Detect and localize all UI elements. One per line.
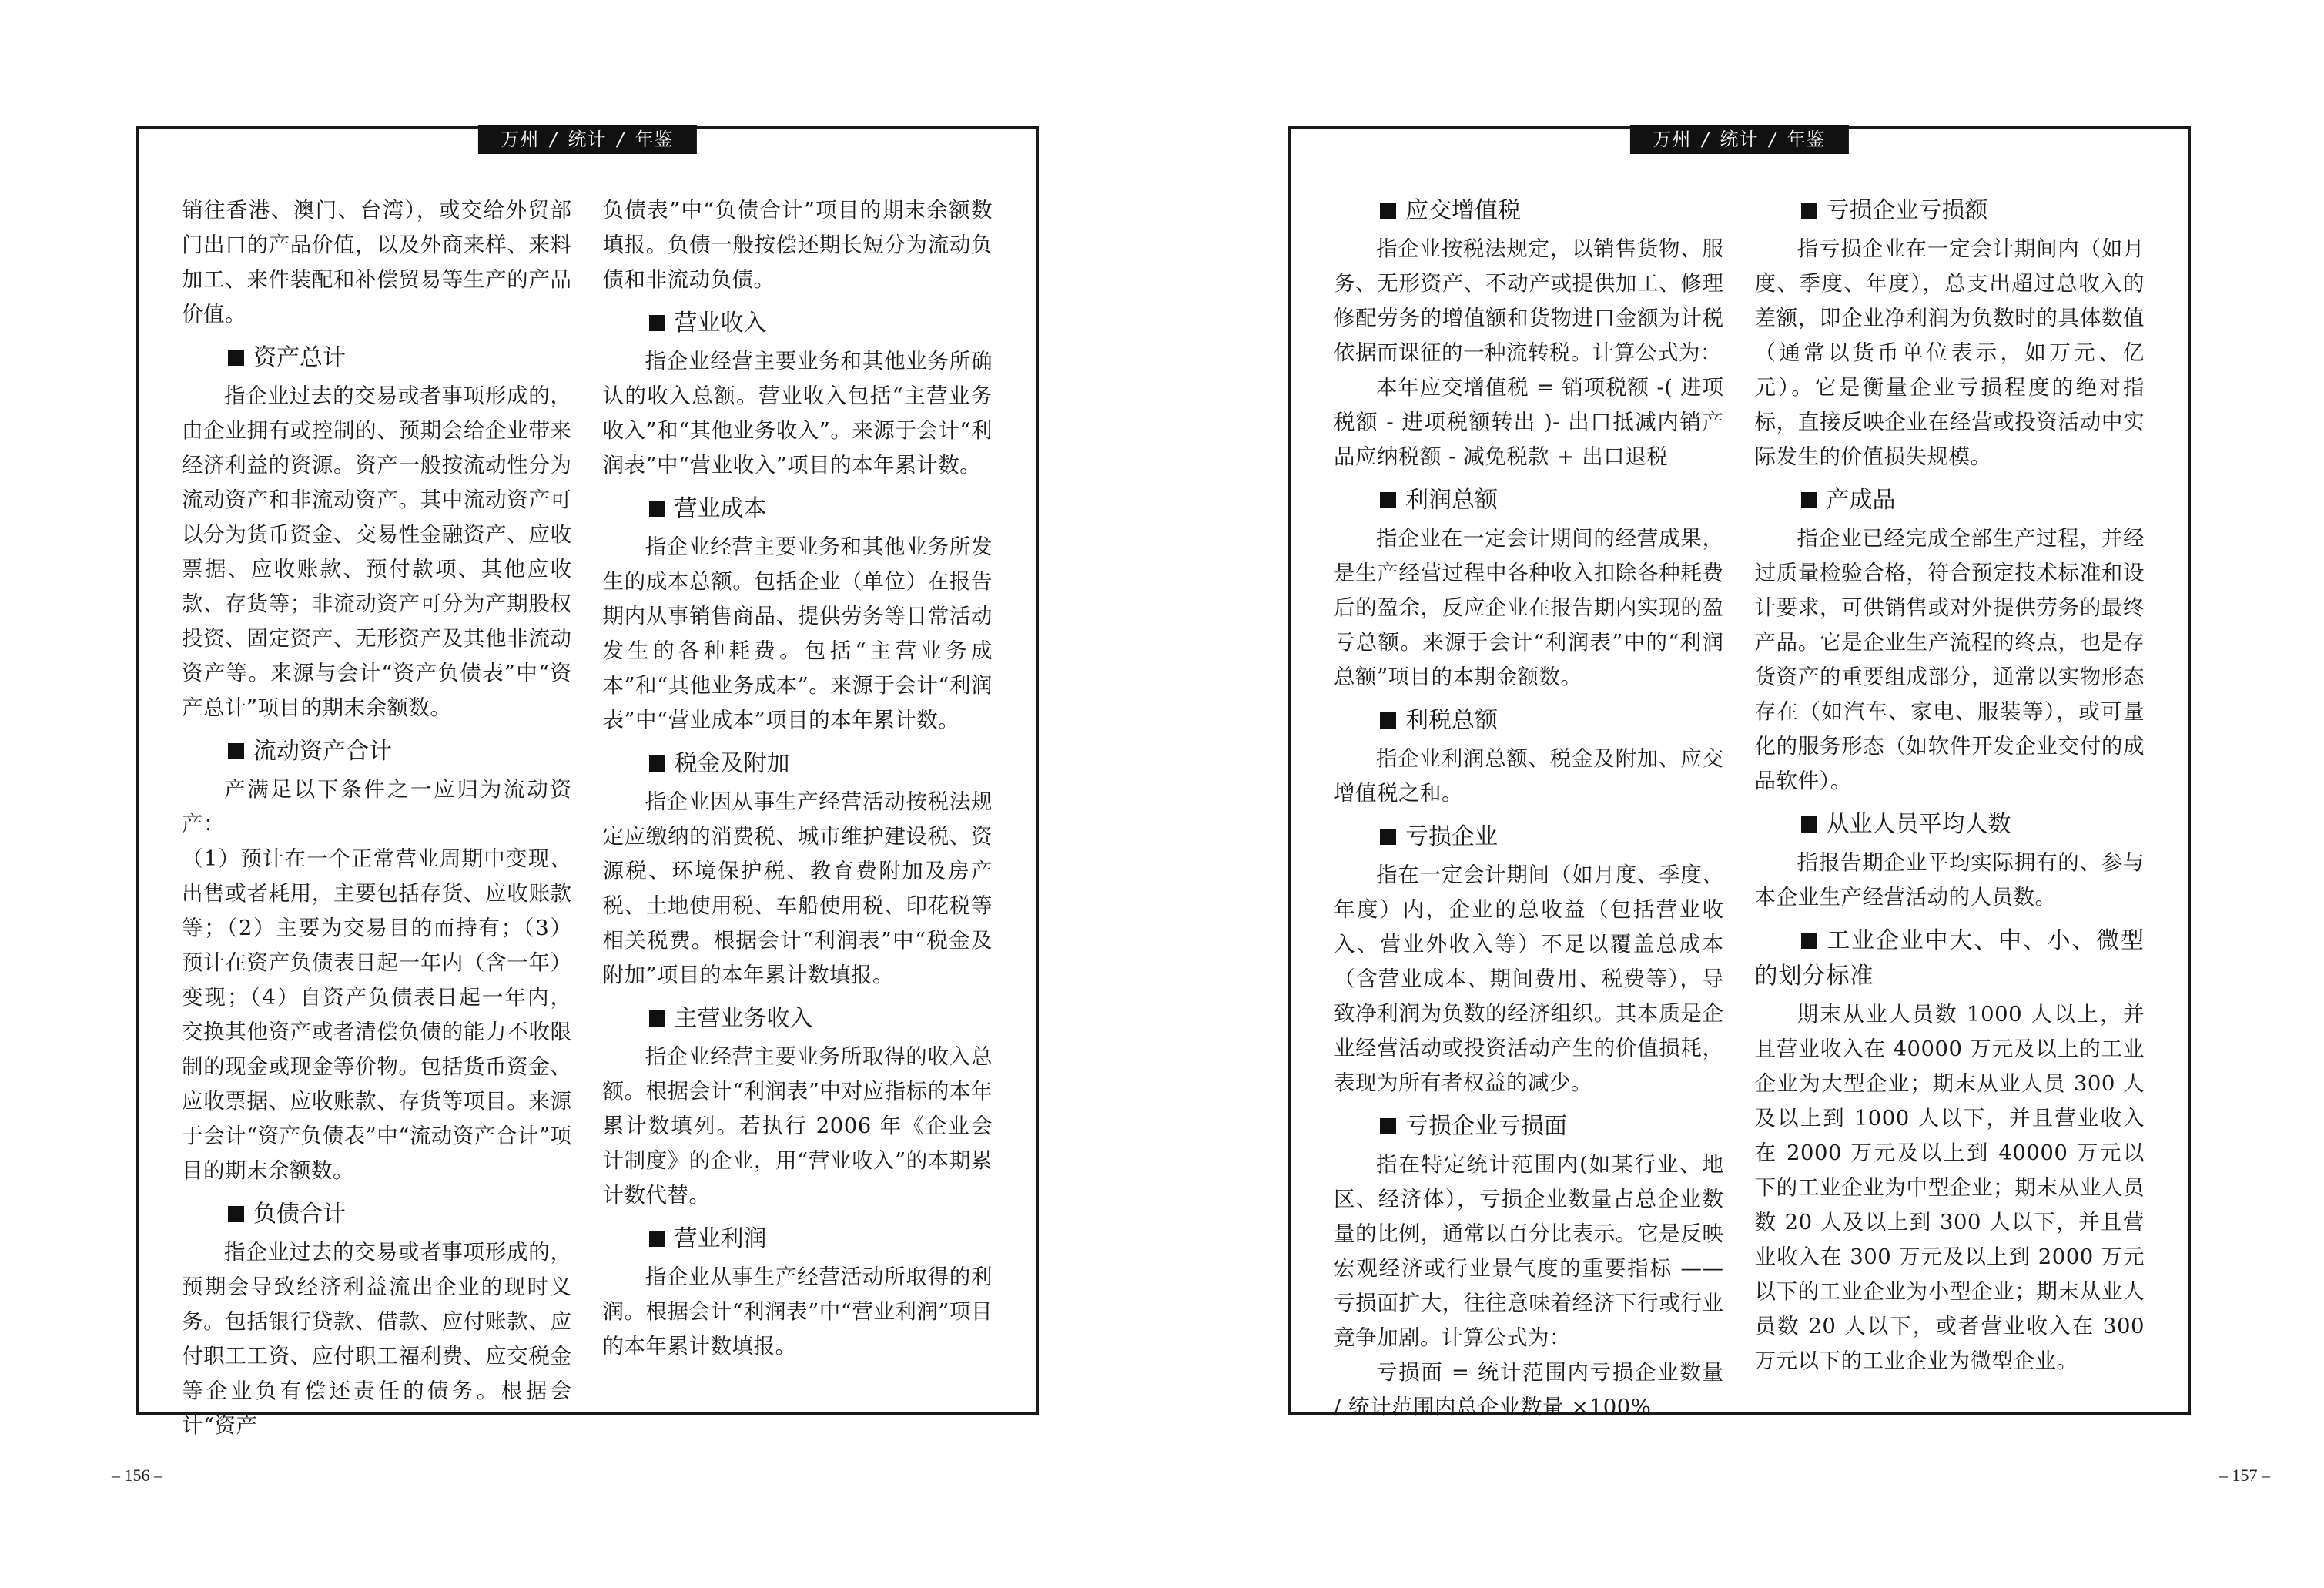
bullet-square-icon <box>1801 933 1817 949</box>
bullet-square-icon <box>1380 829 1396 845</box>
section-heading-text: 亏损企业亏损额 <box>1826 197 1988 224</box>
bullet-square-icon <box>649 1010 665 1027</box>
section-heading-text: 产成品 <box>1826 487 1896 514</box>
bullet-square-icon <box>1380 203 1396 219</box>
bullet-square-icon <box>228 743 244 759</box>
paragraph: 指企业按税法规定，以销售货物、服务、无形资产、不动产或提供加工、修理修配劳务的增值额和货物进口金额为计税依据而课征的一种流转税。计算公式为： <box>1334 236 1724 365</box>
section-heading-text: 亏损企业 <box>1405 823 1498 850</box>
paragraph: 指亏损企业在一定会计期间内（如月度、季度、年度），总支出超过总收入的差额，即企业净利润为负数时的具体数值（通常以货币单位表示，如万元、亿元）。它是衡量企业亏损程度的绝对指标，直接反映企业在经营或投资活动中实际发生的价值损失规模。 <box>1754 236 2145 469</box>
right-page <box>1162 0 2324 1588</box>
paragraph: （1）预计在一个正常营业周期中变现、出售或者耗用，主要包括存货、应收账款等；（2）主要为交易目的而持有；（3）预计在资产负债表日起一年内（含一年）变现；（4）自资产负债表日起一年内，交换其他资产或者清偿负债的能力不收限制的现金或现金等价物。包括货币资金、应收票据、应收账款、存货等项目。来源于会计“资产负债表”中“流动资产合计”项目的期末余额数。 <box>182 846 572 1183</box>
section-heading <box>603 746 993 782</box>
section-heading <box>1334 483 1724 518</box>
running-header <box>1629 125 1848 154</box>
paragraph: 指企业过去的交易或者事项形成的，预期会导致经济利益流出企业的现时义务。包括银行贷款、借款、应付账款、应付职工工资、应付职工福利费、应交税金等企业负有偿还责任的债务。根据会计“资产 <box>182 1240 572 1438</box>
page-number: – 157 – <box>2219 1466 2270 1485</box>
paragraph: 产满足以下条件之一应归为流动资产： <box>182 777 572 836</box>
section-heading-text: 应交增值税 <box>1405 197 1521 224</box>
section-heading <box>603 1001 993 1037</box>
bullet-square-icon <box>228 350 244 366</box>
header-word-2: 统计 <box>1720 129 1759 150</box>
section-heading-text: 营业收入 <box>674 310 767 337</box>
section-heading <box>1755 193 2145 229</box>
bullet-square-icon <box>649 755 665 772</box>
section-heading-text: 负债合计 <box>253 1201 346 1228</box>
paragraph: 指在一定会计期间（如月度、季度、年度）内，企业的总收益（包括营业收入、营业外收入等）不足以覆盖总成本（含营业成本、期间费用、税费等），导致净利润为负数的经济组织。其本质是企业经营活动或投资活动产生的价值损耗，表现为所有者权益的减少。 <box>1334 863 1724 1095</box>
section-heading-text: 从业人员平均人数 <box>1826 811 2011 838</box>
paragraph: 指在特定统计范围内(如某行业、地区、经济体），亏损企业数量占总企业数量的比例，通常以百分比表示。它是反映宏观经济或行业景气度的重要指标 —— 亏损面扩大，往往意味着经济下行或行业竞争加剧。计算公式为： <box>1334 1152 1724 1350</box>
section-heading <box>1755 923 2145 994</box>
bullet-square-icon <box>1380 492 1396 508</box>
bullet-square-icon <box>1380 712 1396 729</box>
right-page-columns <box>1334 193 2145 1419</box>
paragraph: 亏损面 = 统计范围内亏损企业数量 / 统计范围内总企业数量 ×100% <box>1334 1360 1724 1419</box>
left-page-columns <box>182 193 993 1438</box>
bullet-square-icon <box>1801 203 1817 219</box>
bullet-square-icon <box>1801 492 1817 508</box>
bullet-square-icon <box>649 315 665 331</box>
section-heading-text: 主营业务收入 <box>674 1005 813 1032</box>
section-heading <box>182 1197 572 1232</box>
header-word-3: 年鉴 <box>635 129 674 150</box>
section-heading-text: 亏损企业亏损面 <box>1405 1113 1567 1140</box>
header-word-2: 统计 <box>568 129 607 150</box>
section-heading <box>182 734 572 769</box>
section-heading-text: 营业利润 <box>674 1225 767 1252</box>
section-heading <box>603 306 993 341</box>
section-heading <box>1334 703 1724 739</box>
bullet-square-icon <box>1801 816 1817 833</box>
header-word-1: 万州 <box>1653 129 1692 150</box>
section-heading <box>182 340 572 376</box>
header-sep: / <box>1769 129 1776 150</box>
paragraph: 指企业从事生产经营活动所取得的利润。根据会计“利润表”中“营业利润”项目的本年累计数填报。 <box>602 1265 993 1359</box>
right-column-1 <box>1334 193 1724 1419</box>
header-sep: / <box>550 129 558 150</box>
right-page-frame <box>1288 126 2191 1419</box>
bullet-square-icon <box>649 501 665 517</box>
paragraph: 本年应交增值税 = 销项税额 -( 进项税额 - 进项税额转出 )- 出口抵减内销产品应纳税额 - 减免税款 + 出口退税 <box>1334 375 1724 469</box>
paragraph: 指企业经营主要业务和其他业务所确认的收入总额。营业收入包括“主营业务收入”和“其他业务收入”。来源于会计“利润表”中“营业收入”项目的本年累计数。 <box>602 349 993 477</box>
header-sep: / <box>1702 129 1710 150</box>
section-heading-text: 利润总额 <box>1405 487 1498 514</box>
paragraph: 指企业已经完成全部生产过程，并经过质量检验合格，符合预定技术标准和设计要求，可供销售或对外提供劳务的最终产品。它是企业生产流程的终点，也是存货资产的重要组成部分，通常以实物形态存在（如汽车、家电、服装等），或可量化的服务形态（如软件开发企业交付的成品软件）。 <box>1754 526 2145 793</box>
section-heading <box>1755 483 2145 518</box>
section-heading-text: 利税总额 <box>1405 707 1498 734</box>
section-heading <box>1334 819 1724 855</box>
bullet-square-icon <box>1380 1118 1396 1134</box>
section-heading <box>1755 807 2145 843</box>
left-column-1 <box>182 193 572 1438</box>
section-heading <box>1334 193 1724 229</box>
section-heading-text: 资产总计 <box>253 344 346 371</box>
bullet-square-icon <box>649 1231 665 1247</box>
paragraph: 销往香港、澳门、台湾），或交给外贸部门出口的产品价值，以及外商来样、来料加工、来件装配和补偿贸易等生产的产品价值。 <box>182 198 572 327</box>
paragraph: 指企业在一定会计期间的经营成果，是生产经营过程中各种收入扣除各种耗费后的盈余，反应企业在报告期内实现的盈亏总额。来源于会计“利润表”中的“利润总额”项目的本期金额数。 <box>1334 526 1724 689</box>
paragraph: 指企业利润总额、税金及附加、应交增值税之和。 <box>1334 746 1724 806</box>
section-heading <box>1334 1109 1724 1144</box>
right-column-2 <box>1755 193 2145 1397</box>
paragraph: 指企业经营主要业务和其他业务所发生的成本总额。包括企业（单位）在报告期内从事销售商品、提供劳务等日常活动发生的各种耗费。包括“主营业务成本”和“其他业务成本”。来源于会计“利润表”中“营业成本”项目的本年累计数。 <box>602 534 993 732</box>
paragraph: 负债表”中“负债合计”项目的期末余额数填报。负债一般按偿还期长短分为流动负债和非流动负债。 <box>602 198 993 292</box>
left-column-2 <box>603 193 993 1397</box>
section-heading <box>603 1221 993 1257</box>
header-word-3: 年鉴 <box>1787 129 1826 150</box>
section-heading-text: 营业成本 <box>674 495 767 522</box>
paragraph: 指企业过去的交易或者事项形成的，由企业拥有或控制的、预期会给企业带来经济利益的资源。资产一般按流动性分为流动资产和非流动资产。其中流动资产可以分为货币资金、交易性金融资产、应收票据、应收账款、预付款项、其他应收款、存货等；非流动资产可分为产期股权投资、固定资产、无形资产及其他非流动资产等。来源与会计“资产负债表”中“资产总计”项目的期末余额数。 <box>182 384 572 720</box>
paragraph: 指企业经营主要业务所取得的收入总额。根据会计“利润表”中对应指标的本年累计数填列。若执行 2006 年《企业会计制度》的企业，用“营业收入”的本期累计数代替。 <box>602 1044 993 1208</box>
header-word-1: 万州 <box>501 129 540 150</box>
section-heading-text: 工业企业中大、中、小、微型的划分标准 <box>1754 927 2145 990</box>
section-heading-text: 税金及附加 <box>674 750 790 777</box>
paragraph: 期末从业人员数 1000 人以上，并且营业收入在 40000 万元及以上的工业企业为大型企业；期末从业人员 300 人及以上到 1000 人以下，并且营业收入在 2000 万元及以上到 40000 万元以下的工业企业为中型企业；期末从业人员数 20 人及以上到 300 人以下，并且营业收入在 300 万元及以上到 2000 万元以下的工业企业为小型企业；期末从业人员数 20 人以下，或者营业收入在 300 万元以下的工业企业为微型企业。 <box>1754 1002 2145 1373</box>
paragraph: 指报告期企业平均实际拥有的、参与本企业生产经营活动的人员数。 <box>1754 850 2145 910</box>
page-number: – 156 – <box>112 1466 162 1485</box>
running-header <box>477 125 696 154</box>
left-page-frame <box>136 126 1039 1438</box>
section-heading-text: 流动资产合计 <box>253 738 392 765</box>
paragraph: 指企业因从事生产经营活动按税法规定应缴纳的消费税、城市维护建设税、资源税、环境保护税、教育费附加及房产税、土地使用税、车船使用税、印花税等相关税费。根据会计“利润表”中“税金及附加”项目的本年累计数填报。 <box>602 789 993 987</box>
section-heading <box>603 491 993 527</box>
bullet-square-icon <box>228 1206 244 1222</box>
header-sep: / <box>617 129 625 150</box>
